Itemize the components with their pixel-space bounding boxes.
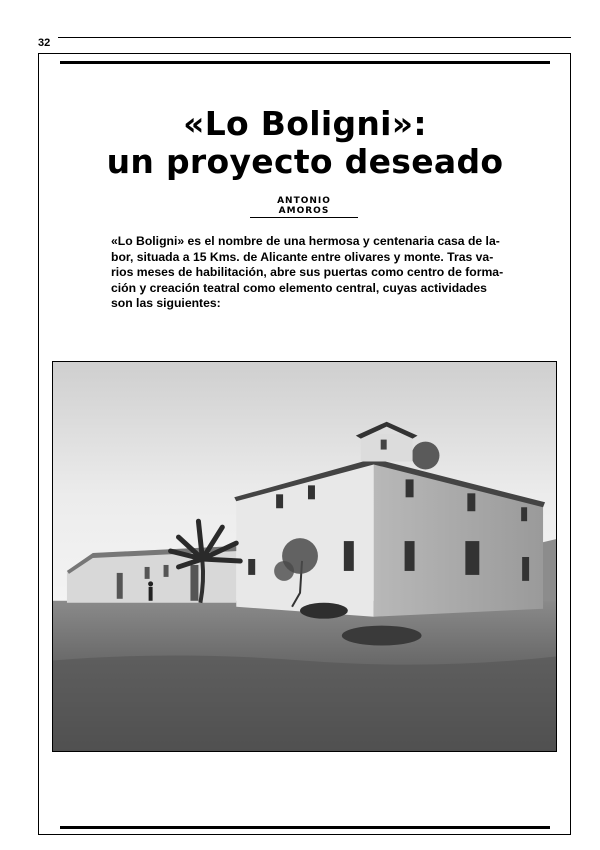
wing-door <box>117 573 123 599</box>
wing-door <box>190 565 198 601</box>
farmhouse-photo <box>52 361 557 752</box>
tower-window <box>381 440 387 450</box>
front-window <box>276 494 283 508</box>
wing-window <box>164 565 169 577</box>
page-number: 32 <box>38 37 51 49</box>
intro-paragraph <box>111 234 504 312</box>
article-title-line-2: un proyecto deseado <box>106 142 504 181</box>
wing-window <box>145 567 150 579</box>
intro-line: «Lo Boligni» es el nombre de una hermosa y centenaria casa de la- <box>111 234 500 248</box>
top-band <box>60 61 550 64</box>
shrub <box>300 603 348 619</box>
person-head <box>148 581 153 586</box>
intro-line: rios meses de habilitación, abre sus puertas como centro de forma- <box>111 265 504 279</box>
side-window <box>467 493 475 511</box>
person <box>149 587 153 601</box>
side-window <box>406 479 414 497</box>
intro-line: bor, situada a 15 Kms. de Alicante entre olivares y monte. Tras va- <box>111 249 494 264</box>
front-window <box>248 559 255 575</box>
front-window <box>308 485 315 499</box>
background-tree <box>412 442 440 470</box>
bottom-band <box>60 826 550 829</box>
article-author: ANTONIO AMOROS <box>250 196 358 218</box>
shrub <box>342 626 422 646</box>
small-tree-leaves <box>274 561 294 581</box>
side-window <box>521 507 527 521</box>
side-window <box>522 557 529 581</box>
header-rule <box>58 37 571 38</box>
side-window <box>465 541 479 575</box>
front-window <box>344 541 354 571</box>
article-title-line-1: «Lo Boligni»: <box>183 104 427 143</box>
intro-line: son las siguientes: <box>111 296 221 310</box>
side-window <box>405 541 415 571</box>
intro-line: ción y creación teatral como elemento central, cuyas actividades <box>111 280 487 295</box>
field-texture <box>53 655 556 751</box>
